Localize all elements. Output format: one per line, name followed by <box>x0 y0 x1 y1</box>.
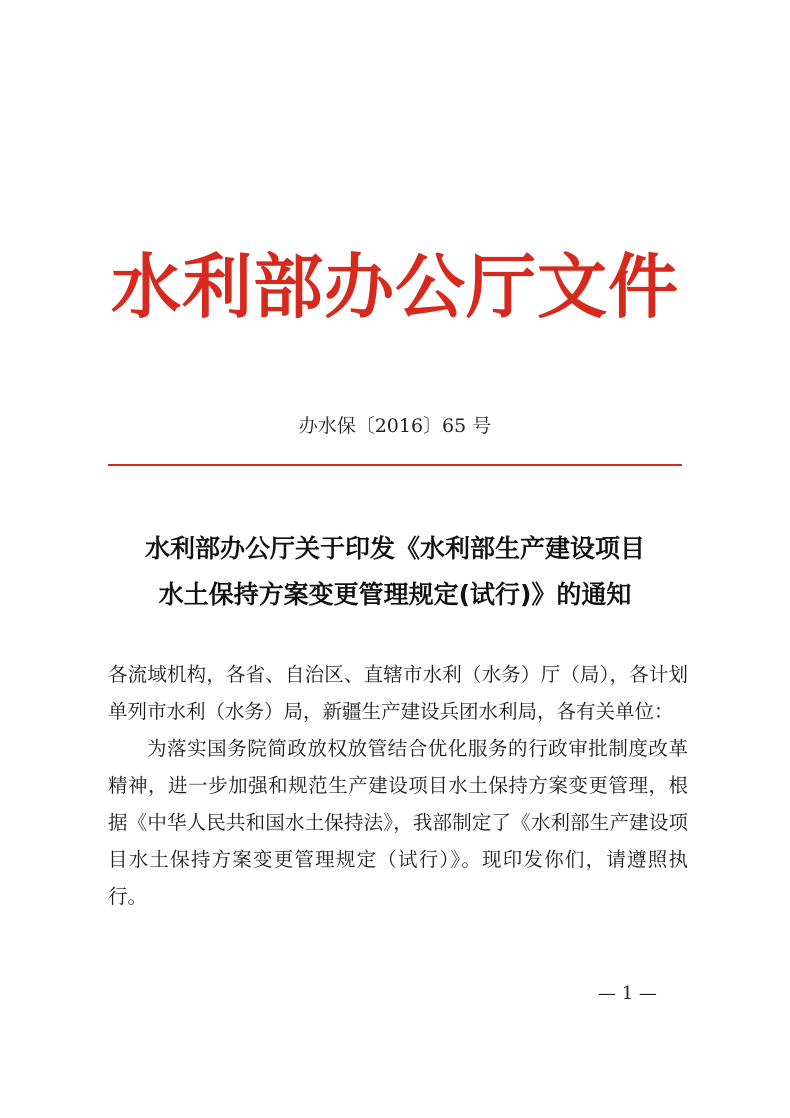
masthead-title: 水利部办公厅文件 <box>111 245 679 328</box>
notice-title-line-1: 水利部办公厅关于印发《水利部生产建设项目 <box>144 534 645 563</box>
addressees-paragraph: 各流域机构，各省、自治区、直辖市水利（水务）厅（局），各计划单列市水利（水务）局，新疆生产建设兵团水利局，各有关单位： <box>108 663 688 723</box>
notice-title <box>0 526 790 618</box>
document-number: 办水保〔2016〕65 号 <box>298 415 492 437</box>
notice-title-line-2: 水土保持方案变更管理规定(试行)》的通知 <box>158 580 632 609</box>
page-number: — 1 — <box>598 983 657 1004</box>
main-paragraph: 为落实国务院简政放权放管结合优化服务的行政审批制度改革精神，进一步加强和规范生产建设项目水土保持方案变更管理，根据《中华人民共和国水土保持法》，我部制定了《水利部生产建设项目水土保持方案变更管理规定（试行）》。现印发你们，请遵照执行。 <box>108 737 688 908</box>
notice-body <box>108 656 688 915</box>
red-divider-line <box>108 464 682 466</box>
